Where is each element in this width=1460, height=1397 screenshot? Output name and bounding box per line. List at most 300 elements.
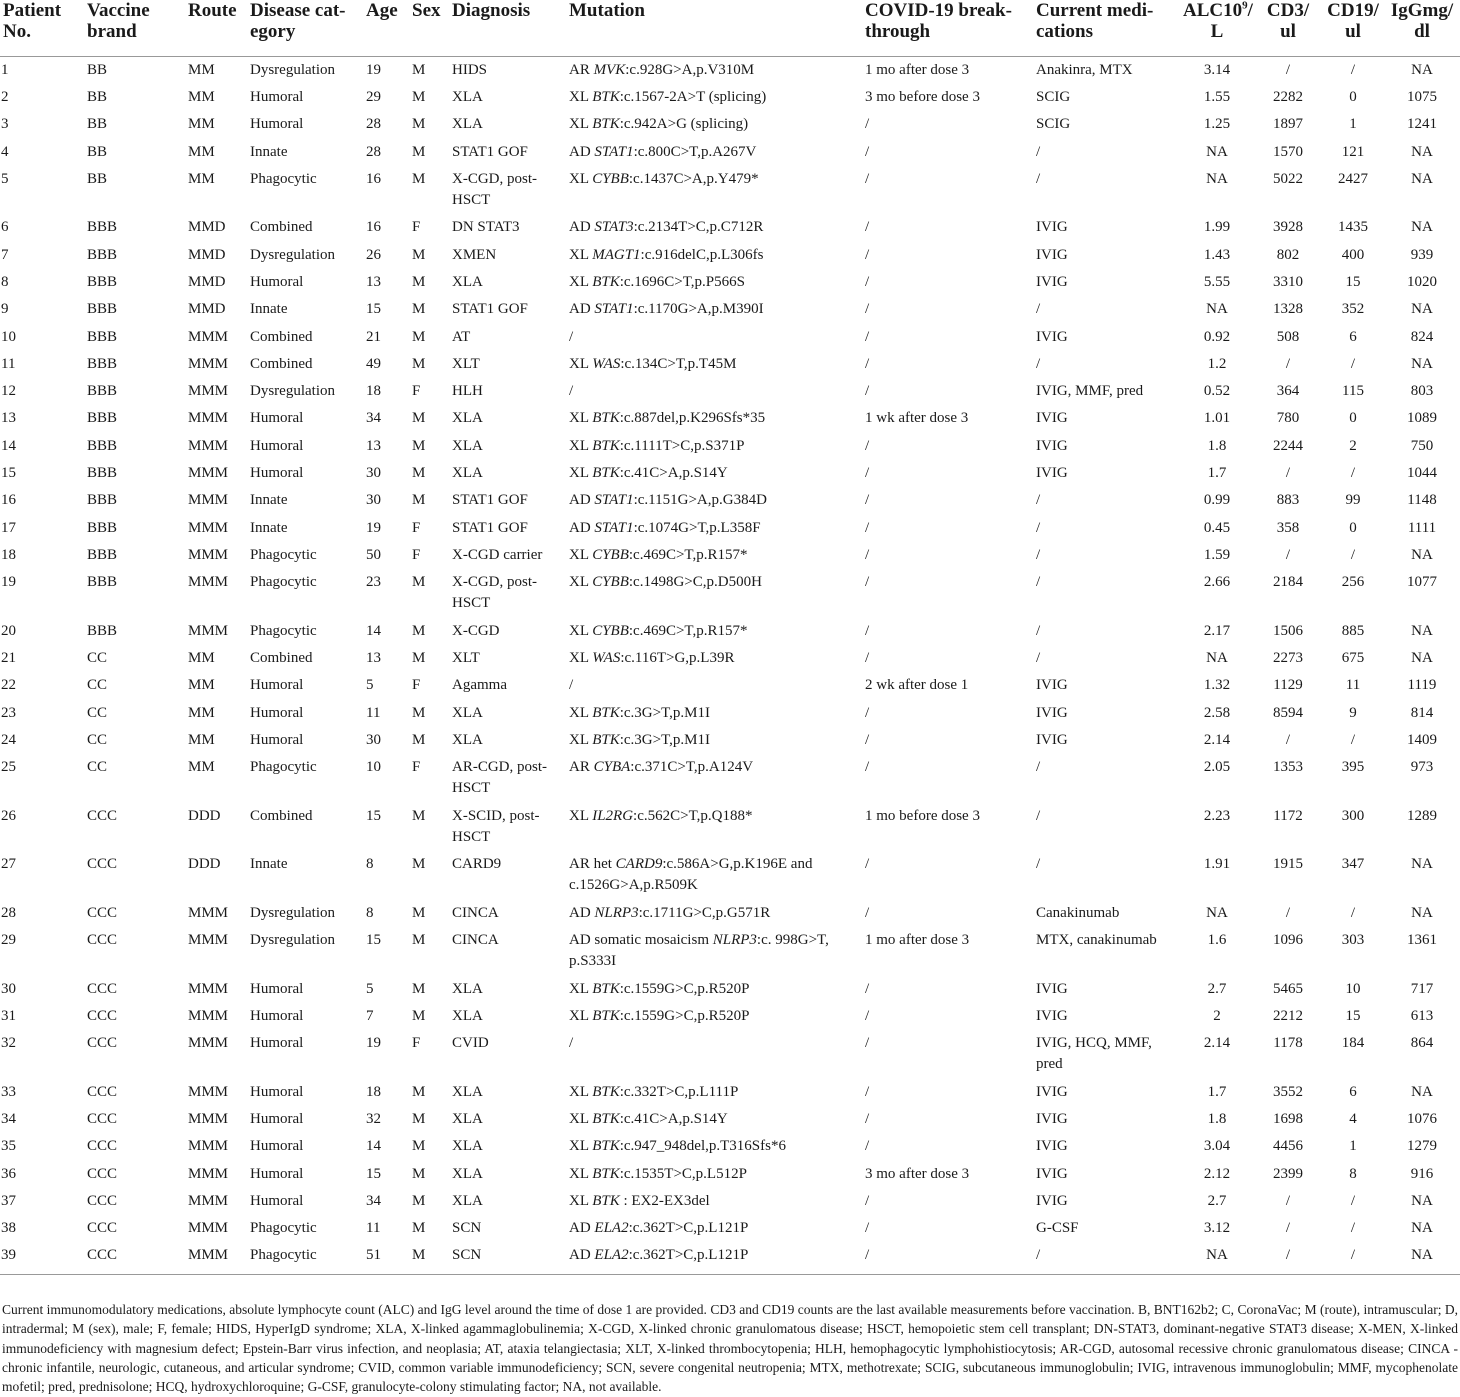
cell-covid: / — [865, 1035, 870, 1052]
cell-no: 20 — [1, 622, 16, 639]
cell-mut: AD STAT1:c.1151G>A,p.G384D — [569, 492, 767, 509]
cell-dx: X-CGD, post- HSCT — [452, 574, 537, 612]
cell-brand: CC — [87, 677, 108, 694]
cell-cd3: 3928 — [1273, 219, 1303, 236]
cell-meds: IVIG — [1036, 1110, 1068, 1127]
cell-cat: Phagocytic — [250, 170, 317, 187]
cell-cd3: / — [1285, 1220, 1291, 1237]
cell-cd19: 11 — [1345, 677, 1361, 694]
cell-dx: XLA — [452, 1110, 483, 1127]
cell-meds: / — [1036, 650, 1041, 667]
cell-sex: F — [412, 546, 421, 563]
cell-mut: XL BTK:c.3G>T,p.M1I — [569, 731, 710, 748]
cell-no: 13 — [1, 410, 16, 427]
cell-igg: NA — [1411, 904, 1433, 921]
cell-igg: 1075 — [1407, 89, 1437, 105]
cell-cd19: 303 — [1341, 932, 1365, 949]
cell-cd19: 2 — [1349, 437, 1357, 454]
cell-mut: XL BTK:c.1696C>T,p.P566S — [569, 273, 745, 290]
cell-alc: 1.25 — [1203, 116, 1231, 133]
cell-cd19: / — [1350, 465, 1356, 482]
table-row — [0, 851, 1460, 900]
cell-mut: XL BTK : EX2-EX3del — [569, 1192, 710, 1209]
cell-brand: BB — [87, 62, 108, 78]
table-row — [0, 1079, 1460, 1106]
cell-alc: 1.2 — [1207, 355, 1227, 372]
cell-mut: XL BTK:c.41C>A,p.S14Y — [569, 1110, 728, 1127]
column-header-cd3: CD3/ ul — [1254, 0, 1322, 57]
cell-no: 32 — [1, 1035, 16, 1052]
cell-covid: / — [865, 759, 870, 776]
cell-brand: BB — [87, 116, 108, 133]
cell-cd19: 8 — [1349, 1165, 1357, 1182]
cell-cat: Dysregulation — [250, 932, 335, 949]
cell-sex: M — [412, 1007, 426, 1024]
cell-no: 10 — [1, 328, 16, 345]
cell-age: 14 — [366, 622, 381, 639]
cell-no: 35 — [1, 1138, 16, 1155]
cell-no: 1 — [1, 62, 9, 78]
table-row — [0, 727, 1460, 754]
cell-route: DDD — [188, 856, 221, 873]
cell-covid: / — [865, 116, 870, 133]
table-bottom-rule — [0, 1274, 1460, 1275]
cell-alc: NA — [1206, 170, 1228, 187]
cell-brand: CCC — [87, 1110, 118, 1127]
cell-no: 34 — [1, 1110, 16, 1127]
cell-no: 2 — [1, 89, 9, 105]
cell-alc: 5.55 — [1203, 273, 1231, 290]
cell-no: 30 — [1, 980, 16, 997]
cell-brand: CCC — [87, 1138, 118, 1155]
cell-cd3: / — [1285, 62, 1291, 78]
cell-cat: Phagocytic — [250, 574, 317, 591]
cell-alc: 0.92 — [1203, 328, 1231, 345]
cell-cd19: 1435 — [1338, 219, 1368, 236]
cell-route: MMM — [188, 355, 229, 372]
cell-cd19: / — [1350, 1192, 1356, 1209]
cell-sex: M — [412, 410, 426, 427]
cell-sex: M — [412, 904, 426, 921]
cell-age: 19 — [366, 62, 381, 78]
cell-cat: Combined — [250, 807, 313, 824]
cell-sex: M — [412, 143, 426, 160]
column-header-igg: IgGmg/ dl — [1384, 0, 1460, 57]
cell-dx: XLA — [452, 116, 483, 133]
cell-cd3: 1172 — [1273, 807, 1303, 824]
table-body — [0, 57, 1460, 1275]
cell-dx: STAT1 GOF — [452, 519, 528, 536]
cell-route: MMM — [188, 328, 229, 345]
table-row — [0, 927, 1460, 976]
cell-cd19: 0 — [1349, 410, 1357, 427]
cell-igg: 1241 — [1407, 116, 1437, 133]
cell-no: 16 — [1, 492, 16, 509]
cell-igg: 824 — [1410, 328, 1434, 345]
cell-cat: Innate — [250, 856, 288, 873]
cell-alc: 2.7 — [1207, 980, 1227, 997]
cell-brand: CC — [87, 704, 108, 721]
cell-no: 15 — [1, 465, 16, 482]
cell-alc: NA — [1206, 650, 1228, 667]
cell-brand: CCC — [87, 1192, 118, 1209]
cell-cd19: 4 — [1349, 1110, 1357, 1127]
cell-covid: / — [865, 437, 870, 454]
cell-dx: DN STAT3 — [452, 219, 520, 236]
table-row — [0, 460, 1460, 487]
cell-age: 32 — [366, 1110, 381, 1127]
cell-covid: / — [865, 383, 870, 400]
cell-brand: BBB — [87, 410, 118, 427]
cell-alc: 2.23 — [1203, 807, 1231, 824]
table-row — [0, 84, 1460, 111]
cell-meds: IVIG — [1036, 465, 1068, 482]
cell-no: 31 — [1, 1007, 16, 1024]
cell-cd19: 121 — [1341, 143, 1365, 160]
cell-alc: NA — [1206, 1247, 1228, 1264]
table-footnote: Current immunomodulatory medications, absolute lymphocyte count (ALC) and IgG level around the time of dose 1 are provided. CD3 and CD19 counts are the last available measurements before vaccination. B, BNT162b2; C, CoronaVac; M (route), intramuscular; D, intradermal; M (sex), male; F, female; HIDS, HyperIgD syndrome; XLA, X-linked agammaglobulinemia; X-CGD, X-linked chronic granulomatous disease; HSCT, hemopoietic stem cell transplant; DN-STAT3, dominant-negative STAT3 disease; X-MEN, X-linked immunodeficiency with magnesium defect; Epstein-Barr virus infection, and neoplasia; AT, ataxia telangiectasia; XLT, X-linked thrombocytopenia; HLH, hemophagocytic lymphohistiocytosis; AR-CGD, autosomal recessive chronic granulomatous disease; CINCA - chronic infantile, neurologic, cutaneous, and articular syndrome; CVID, common variable immunodeficiency; SCN, severe congenital neutropenia; MTX, methotrexate; SCIG, subcutaneous immunoglobulin; IVIG, intravenous immunoglobulin; MMF, mycophenolate mofetil; pred, prednisolone; HCQ, hydroxychloroquine; G-CSF, granulocyte-colony stimulating factor; NA, not available. — [2, 1302, 1458, 1395]
cell-cd3: 1096 — [1273, 932, 1303, 949]
table-row — [0, 542, 1460, 569]
cell-alc: 1.43 — [1203, 246, 1231, 263]
cell-cat: Humoral — [250, 1138, 304, 1155]
cell-alc: NA — [1206, 301, 1228, 318]
cell-meds: / — [1036, 170, 1041, 187]
cell-meds: / — [1036, 519, 1041, 536]
cell-age: 30 — [366, 731, 381, 748]
cell-brand: BBB — [87, 219, 118, 236]
cell-cd19: 400 — [1341, 246, 1365, 263]
cell-no: 27 — [1, 856, 16, 873]
cell-cd3: 508 — [1276, 328, 1300, 345]
cell-sex: M — [412, 1165, 426, 1182]
cell-cd19: / — [1350, 1247, 1356, 1264]
cell-cat: Humoral — [250, 1083, 304, 1100]
cell-sex: M — [412, 1138, 426, 1155]
cell-dx: XLA — [452, 410, 483, 427]
cell-covid: 1 wk after dose 3 — [865, 410, 969, 427]
table-row — [0, 324, 1460, 351]
cell-no: 28 — [1, 904, 16, 921]
cell-meds: IVIG — [1036, 410, 1068, 427]
cell-igg: 1076 — [1407, 1110, 1437, 1127]
cell-mut: AR MVK:c.928G>A,p.V310M — [569, 62, 755, 78]
cell-dx: STAT1 GOF — [452, 301, 528, 318]
cell-meds: / — [1036, 856, 1041, 873]
cell-no: 17 — [1, 519, 16, 536]
cell-cd3: 5022 — [1273, 170, 1303, 187]
cell-cd3: 1506 — [1273, 622, 1303, 639]
cell-brand: BBB — [87, 246, 118, 263]
cell-cd19: 352 — [1341, 301, 1365, 318]
cell-dx: XLA — [452, 1165, 483, 1182]
cell-igg: 939 — [1410, 246, 1434, 263]
cell-age: 28 — [366, 143, 381, 160]
cell-cd19: 184 — [1341, 1035, 1365, 1052]
cell-cd19: 115 — [1342, 383, 1364, 400]
cell-dx: XLA — [452, 1083, 483, 1100]
table-row — [0, 378, 1460, 405]
cell-dx: CVID — [452, 1035, 489, 1052]
cell-age: 13 — [366, 273, 381, 290]
cell-brand: BBB — [87, 465, 118, 482]
cell-sex: M — [412, 731, 426, 748]
cell-cd3: 8594 — [1273, 704, 1303, 721]
cell-cd3: 883 — [1276, 492, 1300, 509]
cell-covid: / — [865, 546, 870, 563]
cell-route: MMM — [188, 437, 229, 454]
column-header-cd19: CD19/ ul — [1322, 0, 1384, 57]
cell-brand: CC — [87, 731, 108, 748]
cell-cd19: / — [1350, 1220, 1356, 1237]
cell-route: MMM — [188, 519, 229, 536]
cell-dx: XLA — [452, 1007, 483, 1024]
cell-covid: 2 wk after dose 1 — [865, 677, 969, 694]
cell-dx: X-SCID, post- HSCT — [452, 807, 540, 845]
cell-mut: XL BTK:c.1559G>C,p.R520P — [569, 1007, 750, 1024]
cell-cat: Innate — [250, 301, 288, 318]
cell-covid: 3 mo after dose 3 — [865, 1165, 970, 1182]
cell-igg: NA — [1411, 622, 1433, 639]
table-row — [0, 1106, 1460, 1133]
cell-mut: AD ELA2:c.362T>C,p.L121P — [569, 1247, 749, 1264]
cell-dx: SCN — [452, 1247, 482, 1264]
cell-cd3: / — [1285, 355, 1291, 372]
cell-no: 18 — [1, 546, 16, 563]
cell-dx: X-CGD carrier — [452, 546, 543, 563]
cell-meds: SCIG — [1036, 89, 1071, 105]
cell-sex: M — [412, 1110, 426, 1127]
cell-brand: BBB — [87, 622, 118, 639]
cell-alc: 2.05 — [1203, 759, 1231, 776]
cell-alc: 0.45 — [1203, 519, 1231, 536]
cell-brand: CCC — [87, 1083, 118, 1100]
cell-meds: IVIG, MMF, pred — [1036, 383, 1144, 400]
cell-route: MM — [188, 116, 215, 133]
cell-cd3: 1129 — [1273, 677, 1303, 694]
cell-no: 19 — [1, 574, 16, 591]
table-row — [0, 976, 1460, 1003]
cell-mut: XL BTK:c.1559G>C,p.R520P — [569, 980, 750, 997]
table-row — [0, 1003, 1460, 1030]
cell-brand: BBB — [87, 383, 118, 400]
cell-igg: 750 — [1410, 437, 1434, 454]
cell-alc: NA — [1206, 143, 1228, 160]
cell-igg: 1044 — [1407, 465, 1437, 482]
cell-sex: M — [412, 1247, 426, 1264]
cell-meds: IVIG — [1036, 219, 1068, 236]
cell-dx: X-CGD, post- HSCT — [452, 170, 537, 208]
cell-covid: / — [865, 574, 870, 591]
cell-alc: 1.8 — [1207, 1110, 1227, 1127]
cell-cd19: 2427 — [1338, 170, 1368, 187]
cell-age: 18 — [366, 1083, 381, 1100]
cell-covid: / — [865, 704, 870, 721]
cell-cat: Humoral — [250, 980, 304, 997]
table-row — [0, 1161, 1460, 1188]
cell-cd3: 2273 — [1273, 650, 1303, 667]
cell-sex: M — [412, 62, 426, 78]
cell-brand: BB — [87, 143, 108, 160]
cell-mut: XL CYBB:c.1437C>A,p.Y479* — [569, 170, 759, 187]
cell-igg: 1361 — [1407, 932, 1437, 949]
cell-covid: 1 mo before dose 3 — [865, 807, 980, 824]
cell-cd19: / — [1350, 62, 1356, 78]
cell-no: 37 — [1, 1192, 16, 1209]
cell-route: MMM — [188, 1220, 229, 1237]
cell-age: 14 — [366, 1138, 381, 1155]
cell-sex: F — [412, 219, 421, 236]
cell-alc: 1.7 — [1207, 465, 1227, 482]
table-row — [0, 645, 1460, 672]
cell-age: 5 — [366, 677, 374, 694]
cell-cd19: 6 — [1349, 328, 1357, 345]
cell-cd3: 1915 — [1273, 856, 1303, 873]
cell-igg: 1089 — [1407, 410, 1437, 427]
cell-sex: M — [412, 492, 426, 509]
cell-cat: Innate — [250, 519, 288, 536]
cell-age: 16 — [366, 219, 381, 236]
cell-igg: NA — [1411, 170, 1433, 187]
cell-route: MMM — [188, 622, 229, 639]
cell-dx: XLA — [452, 273, 483, 290]
cell-mut: AD ELA2:c.362T>C,p.L121P — [569, 1220, 749, 1237]
cell-covid: 1 mo after dose 3 — [865, 62, 970, 78]
cell-cd19: 347 — [1341, 856, 1365, 873]
cell-cd19: 10 — [1345, 980, 1361, 997]
cell-cat: Humoral — [250, 731, 304, 748]
cell-no: 33 — [1, 1083, 16, 1100]
cell-brand: BBB — [87, 574, 118, 591]
cell-mut: XL BTK:c.41C>A,p.S14Y — [569, 465, 728, 482]
table-row — [0, 700, 1460, 727]
column-header-dx: Diagnosis — [449, 0, 566, 57]
cell-covid: / — [865, 301, 870, 318]
cell-sex: M — [412, 246, 426, 263]
cell-cd3: 2184 — [1273, 574, 1303, 591]
cell-alc: 1.99 — [1203, 219, 1231, 236]
cell-route: DDD — [188, 807, 221, 824]
cell-cat: Innate — [250, 492, 288, 509]
cell-brand: CC — [87, 650, 108, 667]
cell-covid: / — [865, 1007, 870, 1024]
cell-cat: Combined — [250, 355, 313, 372]
cell-brand: BB — [87, 89, 108, 105]
cell-alc: 1.59 — [1203, 546, 1231, 563]
cell-igg: 814 — [1410, 704, 1434, 721]
cell-sex: M — [412, 355, 426, 372]
cell-brand: CCC — [87, 1220, 118, 1237]
cell-alc: 2.7 — [1207, 1192, 1227, 1209]
cell-route: MMM — [188, 1035, 229, 1052]
column-header-meds: Current medi- cations — [1033, 0, 1180, 57]
cell-dx: HLH — [452, 383, 483, 400]
table-row — [0, 1030, 1460, 1079]
cell-sex: M — [412, 273, 426, 290]
cell-mut: XL WAS:c.134C>T,p.T45M — [569, 355, 737, 372]
cell-cd19: / — [1350, 904, 1356, 921]
cell-cd19: 15 — [1345, 273, 1361, 290]
cell-no: 5 — [1, 170, 9, 187]
cell-meds: IVIG — [1036, 1138, 1068, 1155]
cell-igg: 1409 — [1407, 731, 1437, 748]
cell-age: 15 — [366, 932, 381, 949]
cell-alc: 2.17 — [1203, 622, 1231, 639]
cell-age: 10 — [366, 759, 381, 776]
cell-meds: IVIG — [1036, 437, 1068, 454]
cell-no: 24 — [1, 731, 16, 748]
cell-cd3: 2212 — [1273, 1007, 1303, 1024]
cell-route: MMM — [188, 1083, 229, 1100]
cell-cd19: 0 — [1349, 519, 1357, 536]
cell-alc: 2.58 — [1203, 704, 1231, 721]
cell-route: MMM — [188, 1165, 229, 1182]
cell-age: 34 — [366, 1192, 381, 1209]
cell-sex: M — [412, 116, 426, 133]
cell-igg: 1111 — [1407, 519, 1437, 536]
cell-dx: XLA — [452, 89, 483, 105]
cell-alc: 3.04 — [1203, 1138, 1231, 1155]
cell-age: 29 — [366, 89, 381, 105]
cell-alc: 2.12 — [1203, 1165, 1231, 1182]
cell-mut: XL BTK:c.947_948del,p.T316Sfs*6 — [569, 1138, 786, 1155]
cell-age: 28 — [366, 116, 381, 133]
column-header-age: Age — [363, 0, 409, 57]
cell-age: 34 — [366, 410, 381, 427]
cell-cat: Phagocytic — [250, 1247, 317, 1264]
cell-igg: NA — [1411, 1220, 1433, 1237]
cell-igg: 1289 — [1407, 807, 1437, 824]
cell-alc: 2.66 — [1203, 574, 1231, 591]
cell-cat: Phagocytic — [250, 622, 317, 639]
cell-brand: BBB — [87, 437, 118, 454]
cell-cat: Humoral — [250, 410, 304, 427]
cell-cd3: 802 — [1276, 246, 1300, 263]
cell-cd3: 780 — [1276, 410, 1300, 427]
column-header-brand: Vaccine brand — [84, 0, 185, 57]
cell-dx: Agamma — [452, 677, 507, 694]
cell-mut: / — [569, 677, 574, 694]
cell-route: MMM — [188, 904, 229, 921]
cell-dx: STAT1 GOF — [452, 143, 528, 160]
cell-meds: IVIG — [1036, 980, 1068, 997]
cell-cat: Humoral — [250, 1165, 304, 1182]
cell-no: 29 — [1, 932, 16, 949]
cell-sex: M — [412, 301, 426, 318]
cell-meds: IVIG, HCQ, MMF, pred — [1036, 1035, 1152, 1073]
cell-cat: Phagocytic — [250, 1220, 317, 1237]
cell-brand: CCC — [87, 807, 118, 824]
cell-covid: / — [865, 650, 870, 667]
cell-dx: XLA — [452, 1138, 483, 1155]
cell-cd3: 2244 — [1273, 437, 1303, 454]
cell-age: 30 — [366, 492, 381, 509]
cell-alc: 2.14 — [1203, 1035, 1231, 1052]
cell-route: MMM — [188, 1247, 229, 1264]
cell-cd3: / — [1285, 546, 1291, 563]
cell-covid: / — [865, 1192, 870, 1209]
cell-cat: Humoral — [250, 1035, 304, 1052]
cell-dx: XMEN — [452, 246, 497, 263]
cell-alc: 1.55 — [1203, 89, 1231, 105]
cell-sex: M — [412, 704, 426, 721]
cell-cat: Humoral — [250, 273, 304, 290]
cell-meds: / — [1036, 622, 1041, 639]
cell-mut: XL CYBB:c.469C>T,p.R157* — [569, 622, 748, 639]
cell-mut: XL BTK:c.1111T>C,p.S371P — [569, 437, 745, 454]
cell-mut: / — [569, 328, 574, 345]
cell-route: MMD — [188, 273, 226, 290]
